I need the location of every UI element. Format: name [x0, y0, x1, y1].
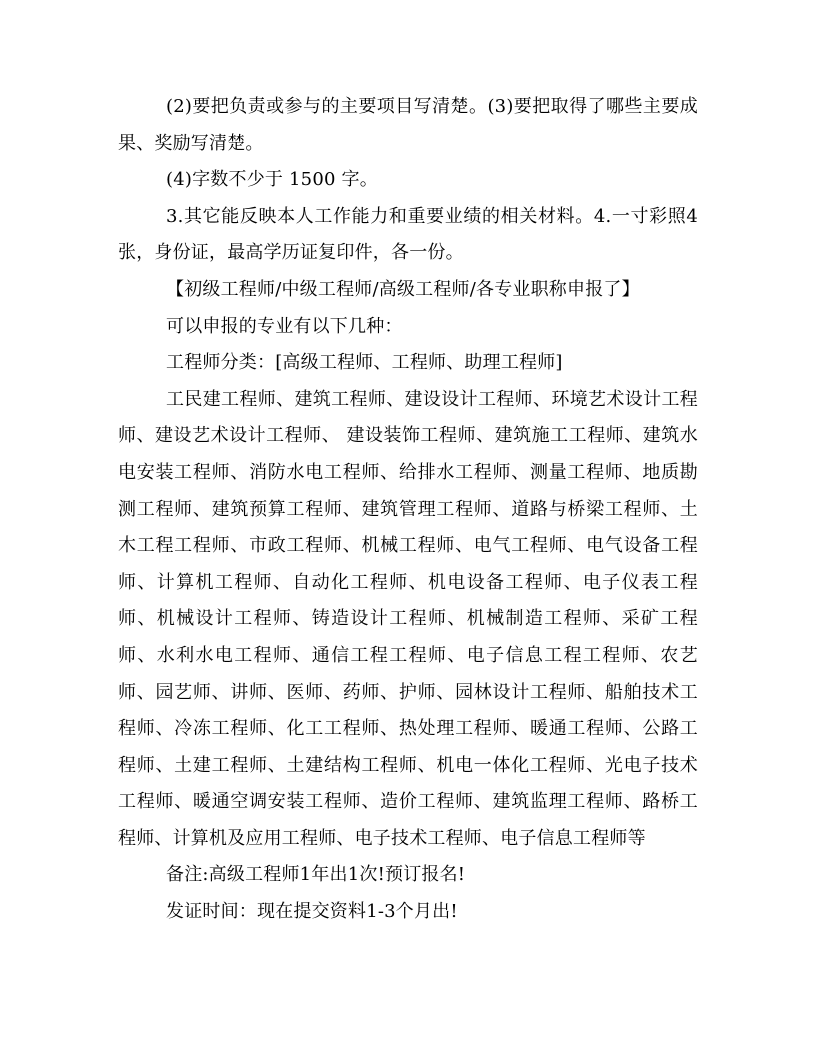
paragraph-word-count: (4)字数不少于 1500 字。	[166, 169, 378, 191]
paragraph-title-declaration: 【初级工程师/中级工程师/高级工程师/各专业职称申报了】	[166, 278, 640, 300]
paragraph-engineer-list: 工民建工程师、建筑工程师、建设设计工程师、环境艺术设计工程师、建设艺术设计工程师、 建设装饰工程师、建筑施工工程师、建筑水电安装工程师、消防水电工程师、给排水工程师、测量工程师、地质勘测工程师、建筑预算工程师、建筑管理工程师、道路与桥梁工程师、土木工程工程师、市政工程师、机械工程师、电气工程师、电气设备工程师、计算机工程师、自动化工程师、机电设备工程师、电子仪表工程师、机械设计工程师、铸造设计工程师、机械制造工程师、采矿工程师、水利水电工程师、通信工程工程师、电子信息工程工程师、农艺师、园艺师、讲师、医师、药师、护师、园林设计工程师、船舶技术工程师、冷冻工程师、化工工程师、热处理工程师、暖通工程师、公路工程师、土建工程师、土建结构工程师、机电一体化工程师、光电子技术工程师、暖通空调安装工程师、造价工程师、建筑监理工程师、路桥工程师、计算机及应用工程师、电子技术工程师、电子信息工程师等	[118, 388, 698, 849]
document-body	[118, 89, 698, 931]
paragraph-issue-time: 发证时间：现在提交资料1-3个月出!	[166, 901, 458, 923]
paragraph-materials: 3.其它能反映本人工作能力和重要业绩的相关材料。4.一寸彩照4张，身份证，最高学历证复印件，各一份。	[118, 205, 698, 264]
paragraph-engineer-categories: 工程师分类：[高级工程师、工程师、助理工程师]	[166, 352, 563, 374]
paragraph-project-results: (2)要把负责或参与的主要项目写清楚。(3)要把取得了哪些主要成果、奖励写清楚。	[118, 96, 698, 154]
paragraph-note: 备注:高级工程师1年出1次!预订报名!	[166, 864, 466, 886]
paragraph-specialties-intro: 可以申报的专业有以下几种：	[166, 315, 403, 337]
